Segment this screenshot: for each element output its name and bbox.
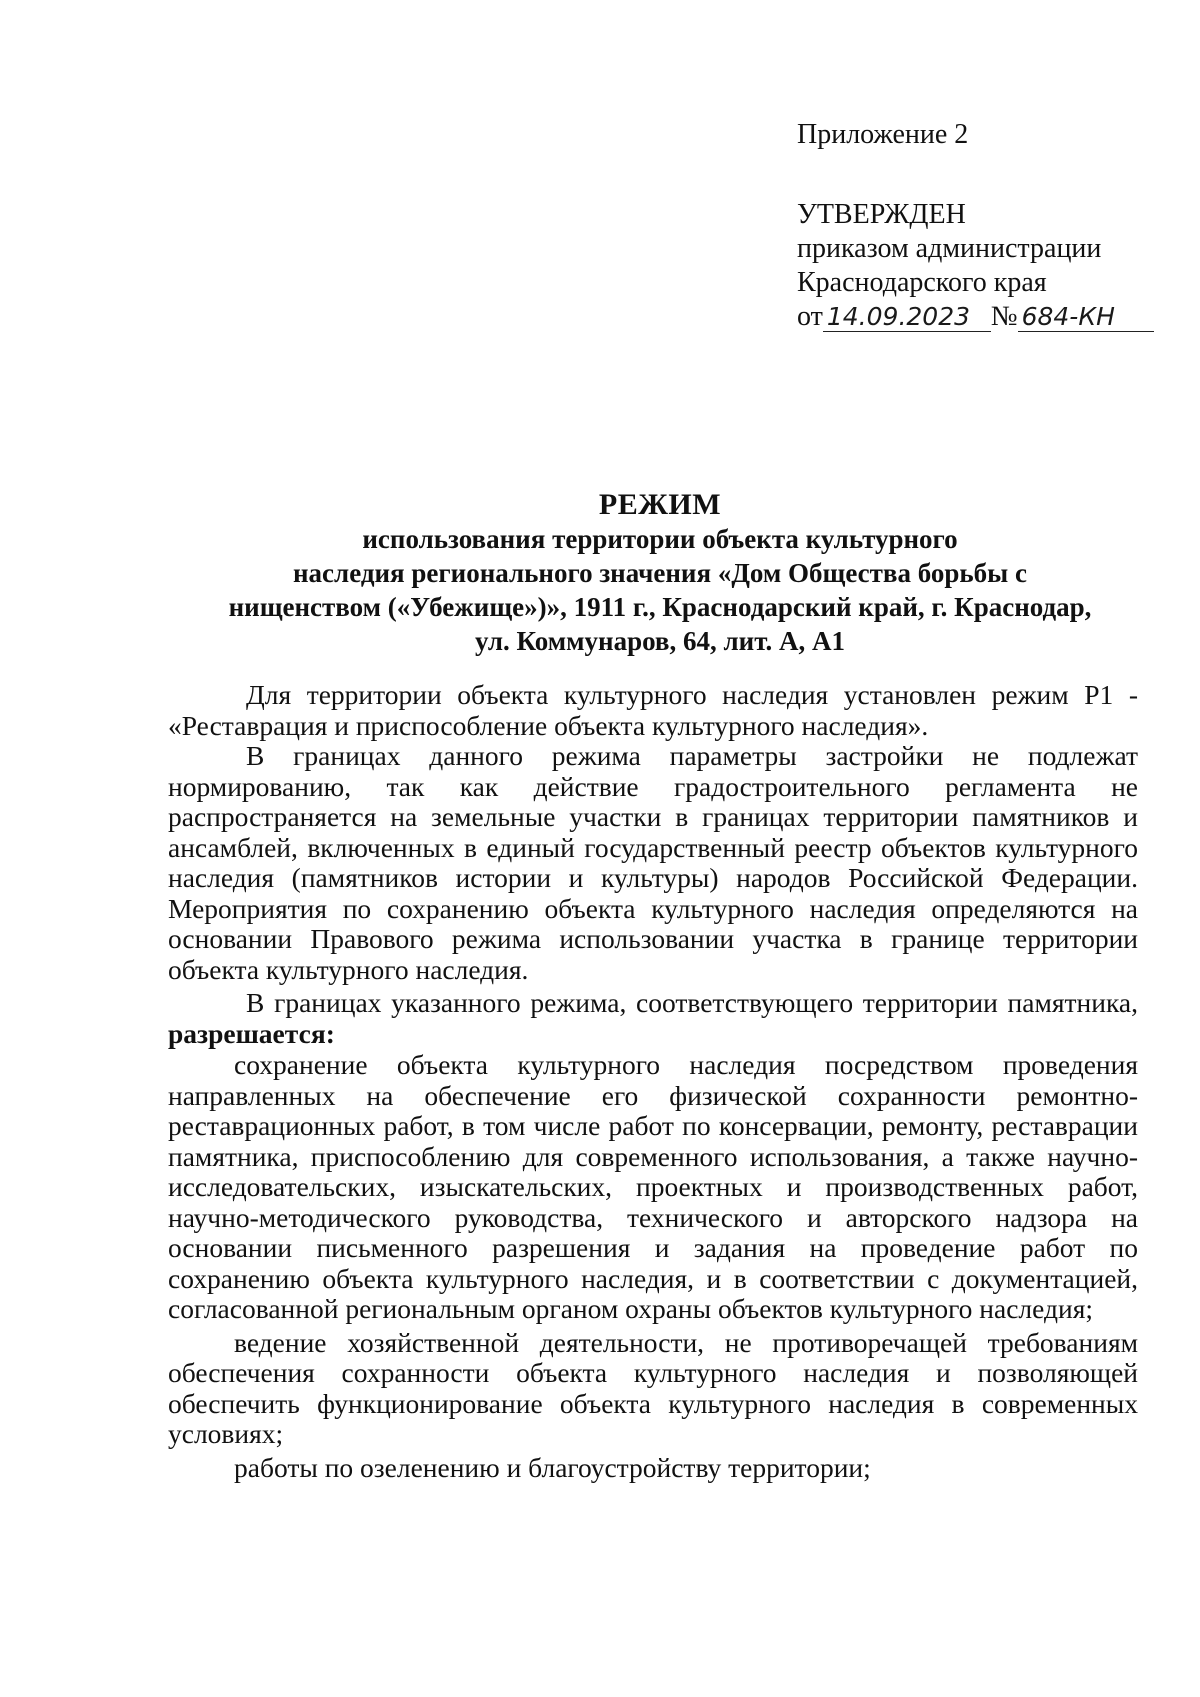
list-item-economic-activity: ведение хозяйственной деятельности, не противоречащей требованиям обеспечения сохранности объекта культурного наследия и позволяющей обеспечить функционирование объекта культурного наследия в современных условиях; [168,1326,1138,1449]
approval-stamp-block [797,118,1127,334]
document-body [168,680,1138,1483]
approval-date-row [797,300,1127,334]
approval-authority-line1: приказом администрации [797,233,1102,264]
number-prefix: № [990,301,1018,332]
handwritten-number: 684-КН [1018,303,1154,332]
paragraph-permitted [168,988,1138,1049]
title-line-2: наследия регионального значения «Дом Общества борьбы с [293,558,1027,588]
list-item-landscaping: работы по озеленению и благоустройству территории; [234,1451,871,1483]
title-line-4: ул. Коммунаров, 64, лит. А, А1 [475,626,845,656]
annex-label: Приложение 2 [797,119,969,150]
paragraph-regime: Для территории объекта культурного наследия установлен режим Р1 - «Реставрация и приспособление объекта культурного наследия». [168,679,1138,741]
list-item-preservation: сохранение объекта культурного наследия посредством проведения направленных на обеспечение его физической сохранности ремонтно-реставрационных работ, в том числе работ по консервации, ремонту, реставрации памятника, приспособлению для современного использования, а также научно-исследовательских, изыскательских, проектных и производственных работ, научно-методического руководства, технического и авторского надзора на основании письменного разрешения и задания на проведение работ по сохранению объекта культурного наследия, и в соответствии с документацией, согласованной региональным органом охраны объектов культурного наследия; [168,1049,1138,1324]
title-line-1: использования территории объекта культурного [362,524,958,554]
approved-label: УТВЕРЖДЕН [797,199,966,230]
paragraph-parameters: В границах данного режима параметры застройки не подлежат нормированию, так как действие градостроительного регламента не распространяется на земельные участки в границах территории памятников и ансамблей, включенных в единый государственный реестр объектов культурного наследия (памятников истории и культуры) народов Российской Федерации. Мероприятия по сохранению объекта культурного наследия определяются на основании Правового режима использовании участка в границе территории объекта культурного наследия. [168,740,1138,985]
document-title [180,488,1140,658]
title-heading: РЕЖИМ [598,488,722,521]
date-prefix: от [797,301,823,332]
title-line-3: нищенством («Убежище»)», 1911 г., Краснодарский край, г. Краснодар, [228,592,1092,622]
approval-authority-line2: Краснодарского края [797,267,1047,298]
handwritten-date: 14.09.2023 [823,303,991,332]
paragraph-permitted-text: В границах указанного режима, соответствующего территории памятника, [246,987,1138,1018]
permitted-label: разрешается: [168,1017,335,1049]
